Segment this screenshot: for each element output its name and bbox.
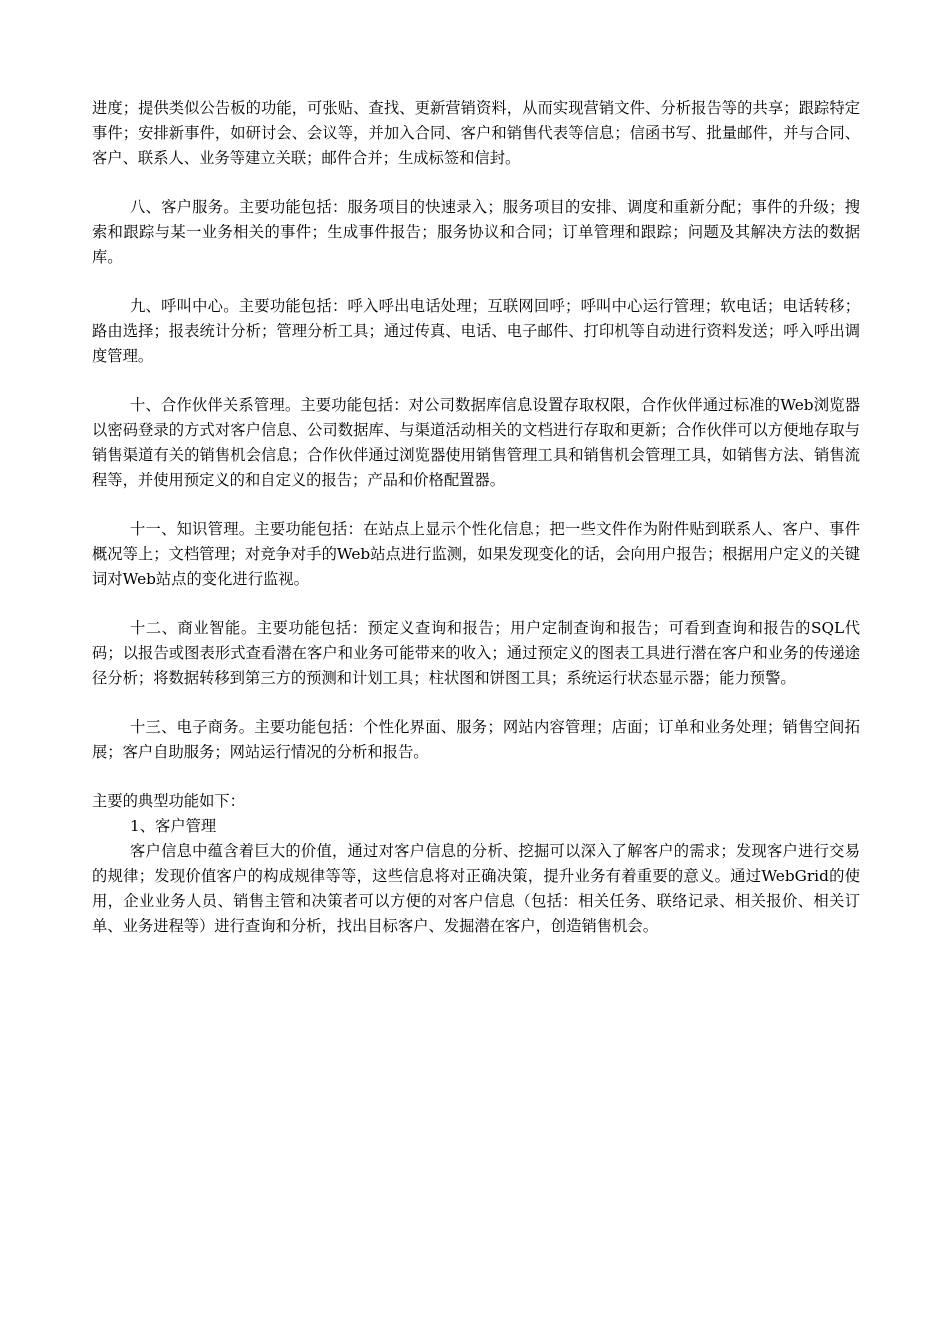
document-page: [92, 96, 860, 939]
paragraph-customer-service: 八、客户服务。主要功能包括：服务项目的快速录入；服务项目的安排、调度和重新分配；事件的升级；搜索和跟踪与某一业务相关的事件；生成事件报告；服务协议和合同；订单管理和跟踪；问题及其解决方法的数据库。: [92, 198, 860, 266]
paragraph-marketing-continued: 进度；提供类似公告板的功能，可张贴、查找、更新营销资料，从而实现营销文件、分析报告等的共享；跟踪特定事件；安排新事件，如研讨会、会议等，并加入合同、客户和销售代表等信息；信函书写、批量邮件，并与合同、客户、联系人、业务等建立关联；邮件合并；生成标签和信封。: [92, 99, 860, 167]
paragraph-business-intelligence: 十二、商业智能。主要功能包括：预定义查询和报告；用户定制查询和报告；可看到查询和报告的SQL代码；以报告或图表形式查看潜在客户和业务可能带来的收入；通过预定义的图表工具进行潜在客户和业务的传递途径分析；将数据转移到第三方的预测和计划工具；柱状图和饼图工具；系统运行状态显示器；能力预警。: [92, 619, 860, 687]
paragraph-ecommerce: 十三、电子商务。主要功能包括：个性化界面、服务；网站内容管理；店面；订单和业务处理；销售空间拓展；客户自助服务；网站运行情况的分析和报告。: [92, 718, 860, 761]
paragraph-customer-management: 客户信息中蕴含着巨大的价值，通过对客户信息的分析、挖掘可以深入了解客户的需求；发现客户进行交易的规律；发现价值客户的构成规律等等，这些信息将对正确决策，提升业务有着重要的意义。通过WebGrid的使用，企业业务人员、销售主管和决策者可以方便的对客户信息（包括：相关任务、联络记录、相关报价、相关订单、业务进程等）进行查询和分析，找出目标客户、发掘潜在客户，创造销售机会。: [92, 842, 860, 935]
paragraph-knowledge-management: 十一、知识管理。主要功能包括：在站点上显示个性化信息；把一些文件作为附件贴到联系人、客户、事件概况等上；文档管理；对竞争对手的Web站点进行监测，如果发现变化的话，会向用户报告；根据用户定义的关键词对Web站点的变化进行监视。: [92, 520, 860, 588]
paragraph-partner-relationship: 十、合作伙伴关系管理。主要功能包括：对公司数据库信息设置存取权限，合作伙伴通过标准的Web浏览器以密码登录的方式对客户信息、公司数据库、与渠道活动相关的文档进行存取和更新；合作伙伴可以方便地存取与销售渠道有关的销售机会信息；合作伙伴通过浏览器使用销售管理工具和销售机会管理工具，如销售方法、销售流程等，并使用预定义的和自定义的报告；产品和价格配置器。: [92, 396, 860, 489]
section-heading-customer-management: 1、客户管理: [130, 817, 217, 835]
intro-line: 主要的典型功能如下：: [92, 792, 245, 810]
paragraph-call-center: 九、呼叫中心。主要功能包括：呼入呼出电话处理；互联网回呼；呼叫中心运行管理；软电话；电话转移；路由选择；报表统计分析；管理分析工具；通过传真、电话、电子邮件、打印机等自动进行资料发送；呼入呼出调度管理。: [92, 297, 860, 365]
